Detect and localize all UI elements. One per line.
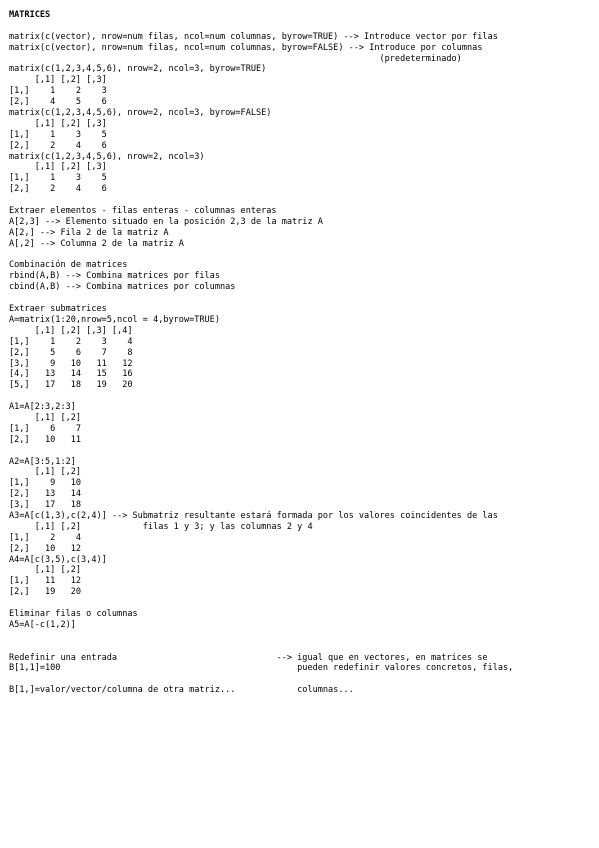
line-cbind: cbind(A,B) --> Combina matrices por columnas	[9, 282, 236, 293]
line-blank	[9, 446, 595, 457]
line-ex1-header: [,1] [,2] [,3]	[9, 75, 107, 86]
line-byrow-false: matrix(c(vector), nrow=num filas, ncol=num columnas, byrow=FALSE) --> Introduce por columnas	[9, 42, 483, 53]
line-redefine-heading: Redefinir una entrada --> igual que en vectores, en matrices se	[9, 652, 488, 663]
line-a3-header: [,1] [,2] filas 1 y 3; y las columnas 2 y 4	[9, 521, 313, 532]
line-a2-row2: [2,] 13 14	[9, 489, 82, 500]
line-extract-element: A[2,3] --> Elemento situado en la posición 2,3 de la matriz A	[9, 216, 323, 227]
line-a1-header: [,1] [,2]	[9, 412, 82, 423]
line-ex2-code: matrix(c(1,2,3,4,5,6), nrow=2, ncol=3, byrow=FALSE)	[9, 108, 272, 119]
line-ex2-header: [,1] [,2] [,3]	[9, 118, 107, 129]
line-redefine-code: B[1,1]=100 pueden redefinir valores concretos, filas,	[9, 663, 514, 674]
line-combine-heading: Combinación de matrices	[9, 260, 128, 271]
line-sub-heading: Extraer submatrices	[9, 304, 107, 315]
line-remove-heading: Eliminar filas o columnas	[9, 608, 138, 619]
line-a-row1: [1,] 1 2 3 4	[9, 336, 133, 347]
line-rbind: rbind(A,B) --> Combina matrices por filas	[9, 271, 220, 282]
line-a2-code: A2=A[3:5,1:2]	[9, 456, 76, 467]
line-a4-code: A4=A[c(3,5),c(3,4)]	[9, 554, 107, 565]
line-a4-header: [,1] [,2]	[9, 565, 82, 576]
line-a3-row1: [1,] 2 4	[9, 532, 82, 543]
line-blank	[9, 391, 595, 402]
line-a1-row1: [1,] 6 7	[9, 423, 82, 434]
line-a-header: [,1] [,2] [,3] [,4]	[9, 325, 133, 336]
line-ex3-row2: [2,] 2 4 6	[9, 184, 107, 195]
line-blank	[9, 293, 595, 304]
line-ex2-row1: [1,] 1 3 5	[9, 129, 107, 140]
line-a3-row2: [2,] 10 12	[9, 543, 82, 554]
line-ex1-row2: [2,] 4 5 6	[9, 97, 107, 108]
line-a-row5: [5,] 17 18 19 20	[9, 380, 133, 391]
line-remove-code: A5=A[-c(1,2)]	[9, 619, 76, 630]
line-a-row2: [2,] 5 6 7 8	[9, 347, 133, 358]
line-a1-row2: [2,] 10 11	[9, 434, 82, 445]
line-ex1-code: matrix(c(1,2,3,4,5,6), nrow=2, ncol=3, byrow=TRUE)	[9, 64, 267, 75]
line-blank	[9, 598, 595, 609]
line-a4-row2: [2,] 19 20	[9, 587, 82, 598]
line-extract-col: A[,2] --> Columna 2 de la matriz A	[9, 238, 184, 249]
line-ex2-row2: [2,] 2 4 6	[9, 140, 107, 151]
line-blank	[9, 21, 595, 32]
line-a2-header: [,1] [,2]	[9, 467, 82, 478]
line-extract-heading: Extraer elementos - filas enteras - columnas enteras	[9, 206, 277, 217]
line-blank	[9, 674, 595, 685]
line-default-note: (predeterminado)	[9, 53, 462, 64]
line-a2-row3: [3,] 17 18	[9, 500, 82, 511]
line-ex3-code: matrix(c(1,2,3,4,5,6), nrow=2, ncol=3)	[9, 151, 205, 162]
line-byrow-true: matrix(c(vector), nrow=num filas, ncol=num columnas, byrow=TRUE) --> Introduce vector por filas	[9, 31, 498, 42]
line-title: MATRICES	[9, 10, 51, 20]
line-a-row3: [3,] 9 10 11 12	[9, 358, 133, 369]
document-body	[9, 10, 595, 696]
line-ex3-header: [,1] [,2] [,3]	[9, 162, 107, 173]
line-blank	[9, 195, 595, 206]
line-blank	[9, 631, 595, 642]
line-a3-code: A3=A[c(1,3),c(2,4)] --> Submatriz resultante estará formada por los valores coincidentes de las	[9, 510, 498, 521]
line-redefine-row: B[1,]=valor/vector/columna de otra matriz... columnas...	[9, 685, 354, 696]
line-sub-code: A=matrix(1:20,nrow=5,ncol = 4,byrow=TRUE)	[9, 314, 220, 325]
line-a4-row1: [1,] 11 12	[9, 576, 82, 587]
line-extract-row: A[2,] --> Fila 2 de la matriz A	[9, 227, 169, 238]
line-blank	[9, 642, 595, 653]
line-ex3-row1: [1,] 1 3 5	[9, 173, 107, 184]
line-ex1-row1: [1,] 1 2 3	[9, 86, 107, 97]
line-a2-row1: [1,] 9 10	[9, 478, 82, 489]
line-a1-code: A1=A[2:3,2:3]	[9, 402, 76, 413]
line-a-row4: [4,] 13 14 15 16	[9, 369, 133, 380]
line-blank	[9, 250, 595, 261]
